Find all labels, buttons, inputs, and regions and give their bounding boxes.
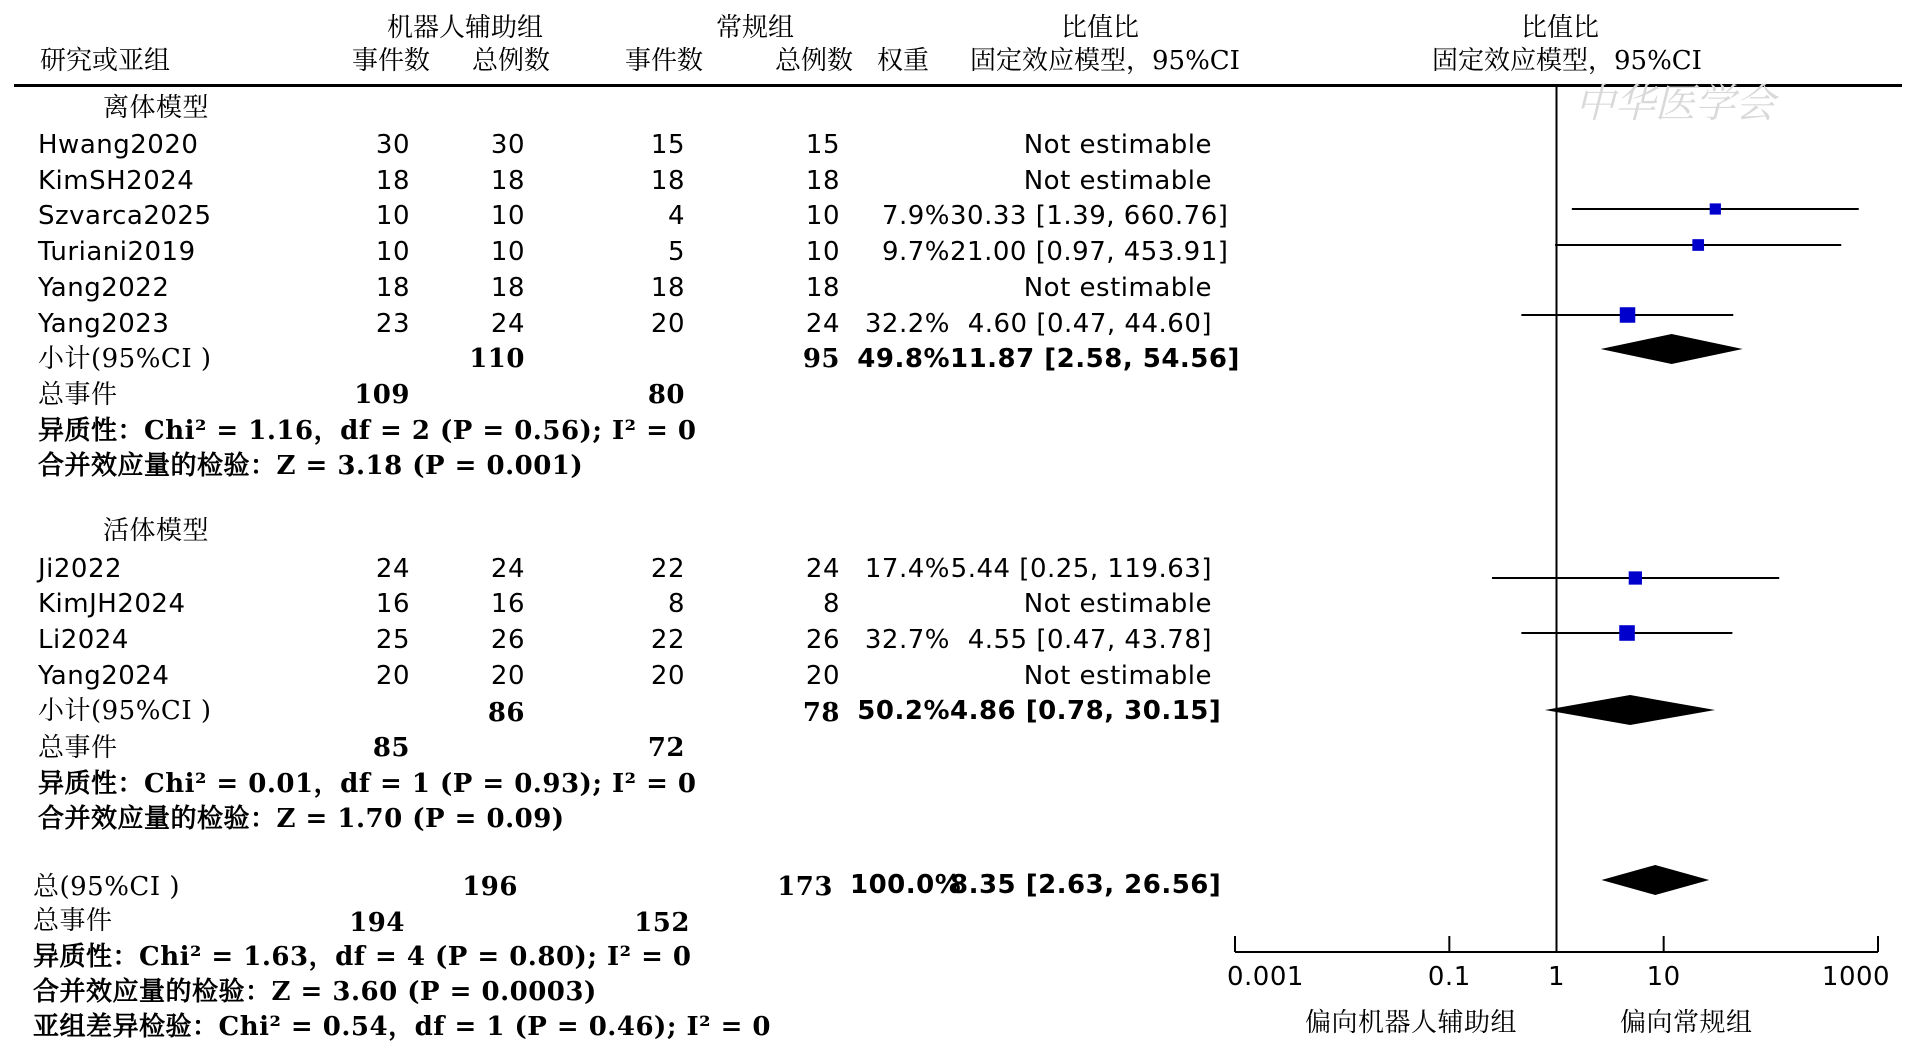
favours-robot-label: 偏向机器人辅助组 <box>1305 1008 1518 1038</box>
overall-label: 总(95%CI ) <box>33 872 181 902</box>
x-tick-label: 10 <box>1646 962 1681 992</box>
conv-events: 22 <box>650 625 685 655</box>
point-estimate <box>1619 625 1635 641</box>
study-name: Turiani2019 <box>38 237 196 267</box>
overall-effect-test: 合并效应量的检验：Z = 1.70 (P = 0.09) <box>38 804 565 834</box>
conv-events: 22 <box>650 554 685 584</box>
robot-total: 18 <box>490 166 525 196</box>
robot-total: 16 <box>490 589 525 619</box>
or-ci: Not estimable <box>1023 130 1212 160</box>
subtotal-conv-total: 95 <box>802 344 840 374</box>
conv-events: 15 <box>650 130 685 160</box>
total-events-robot: 85 <box>372 733 410 763</box>
weight-header: 权重 <box>877 46 930 76</box>
overall-effect-test: 合并效应量的检验：Z = 3.60 (P = 0.0003) <box>33 977 597 1007</box>
robot-total: 18 <box>490 273 525 303</box>
or-model-header: 固定效应模型，95%CI <box>970 46 1240 76</box>
subtotal-weight: 49.8% <box>857 344 950 374</box>
summary-diamond <box>1545 695 1715 725</box>
point-estimate <box>1620 307 1636 323</box>
robot-total: 24 <box>490 309 525 339</box>
conv-total: 10 <box>805 201 840 231</box>
weight: 32.2% <box>864 309 950 339</box>
conv-events: 8 <box>667 589 685 619</box>
total-events-robot: 194 <box>349 908 405 938</box>
conv-total: 15 <box>805 130 840 160</box>
overall-or-ci: 8.35 [2.63, 26.56] <box>950 870 1222 900</box>
total-events-conv: 152 <box>634 908 690 938</box>
total-events-label: 总事件 <box>33 906 113 936</box>
robot-events: 23 <box>375 309 410 339</box>
study-name: Yang2024 <box>38 661 170 691</box>
subtotal-weight: 50.2% <box>857 696 950 726</box>
robot-events: 25 <box>375 625 410 655</box>
overall-weight: 100.0% <box>850 870 962 900</box>
total-events-robot: 109 <box>354 380 410 410</box>
subtotal-or-ci: 4.86 [0.78, 30.15] <box>950 696 1222 726</box>
weight: 32.7% <box>864 625 950 655</box>
conv-total: 18 <box>805 166 840 196</box>
favours-conventional-label: 偏向常规组 <box>1620 1008 1753 1038</box>
or-ci: 4.60 [0.47, 44.60] <box>967 309 1212 339</box>
weight: 7.9% <box>881 201 950 231</box>
weight: 17.4% <box>864 554 950 584</box>
robot-events: 10 <box>375 237 410 267</box>
robot-total: 26 <box>490 625 525 655</box>
or-ci: Not estimable <box>1023 661 1212 691</box>
total-events-label: 总事件 <box>38 380 118 410</box>
summary-diamond <box>1602 865 1710 895</box>
robot-total: 10 <box>490 237 525 267</box>
x-tick-label: 0.1 <box>1427 962 1471 992</box>
robot-events-header: 事件数 <box>352 46 431 76</box>
or-ci: 4.55 [0.47, 43.78] <box>967 625 1212 655</box>
subtotal-or-ci: 11.87 [2.58, 54.56] <box>950 344 1240 374</box>
study-name: Yang2023 <box>38 309 170 339</box>
robot-events: 18 <box>375 273 410 303</box>
conv-events: 4 <box>667 201 685 231</box>
watermark-logo: 中华医学会 <box>1575 81 1775 127</box>
robot-events: 30 <box>375 130 410 160</box>
subtotal-conv-total: 78 <box>802 698 840 728</box>
study-name: Hwang2020 <box>38 130 199 160</box>
or-ci: Not estimable <box>1023 166 1212 196</box>
study-name: Yang2022 <box>38 273 170 303</box>
overall-effect-test: 合并效应量的检验：Z = 3.18 (P = 0.001) <box>38 451 584 481</box>
or-title-header: 比值比 <box>1060 13 1139 43</box>
point-estimate <box>1692 239 1704 251</box>
subtotal-robot-total: 110 <box>469 344 525 374</box>
robot-total: 24 <box>490 554 525 584</box>
study-name: Ji2022 <box>38 554 123 584</box>
point-estimate <box>1710 203 1721 214</box>
point-estimate <box>1629 571 1642 584</box>
conv-total: 26 <box>805 625 840 655</box>
robot-total-header: 总例数 <box>472 46 551 76</box>
robot-events: 16 <box>375 589 410 619</box>
conv-events-header: 事件数 <box>625 46 704 76</box>
study-name: KimSH2024 <box>38 166 195 196</box>
conv-events: 20 <box>650 661 685 691</box>
overall-robot-total: 196 <box>462 872 518 902</box>
x-tick-label: 0.001 <box>1227 962 1304 992</box>
heterogeneity-text: 异质性：Chi² = 1.63，df = 4 (P = 0.80); I² = 0 <box>33 942 692 972</box>
conv-events: 18 <box>650 166 685 196</box>
subgroup-title: 离体模型 <box>103 93 210 123</box>
conv-total: 10 <box>805 237 840 267</box>
heterogeneity-text: 异质性：Chi² = 1.16，df = 2 (P = 0.56); I² = 0 <box>38 416 697 446</box>
weight: 9.7% <box>881 237 950 267</box>
or-ci: 5.44 [0.25, 119.63] <box>950 554 1212 584</box>
conv-events: 18 <box>650 273 685 303</box>
study-name: Szvarca2025 <box>38 201 212 231</box>
conv-total-header: 总例数 <box>775 46 854 76</box>
total-events-conv: 72 <box>647 733 685 763</box>
conv-total: 20 <box>805 661 840 691</box>
x-tick-label: 1 <box>1547 962 1566 992</box>
robot-events: 10 <box>375 201 410 231</box>
study-name: Li2024 <box>38 625 129 655</box>
conv-total: 24 <box>805 554 840 584</box>
conv-total: 8 <box>822 589 840 619</box>
robot-events: 20 <box>375 661 410 691</box>
or-ci: 21.00 [0.97, 453.91] <box>950 237 1229 267</box>
subgroup-title: 活体模型 <box>103 516 210 546</box>
x-tick-label: 1000 <box>1821 962 1891 992</box>
conv-events: 20 <box>650 309 685 339</box>
conv-events: 5 <box>667 237 685 267</box>
total-events-conv: 80 <box>647 380 685 410</box>
study-name: KimJH2024 <box>38 589 186 619</box>
robot-total: 30 <box>490 130 525 160</box>
robot-total: 20 <box>490 661 525 691</box>
subgroup-difference-test: 亚组差异检验：Chi² = 0.54，df = 1 (P = 0.46); I² = 0 <box>33 1012 772 1042</box>
overall-conv-total: 173 <box>777 872 833 902</box>
conv-total: 18 <box>805 273 840 303</box>
subtotal-label: 小计(95%CI ) <box>38 344 212 374</box>
summary-diamond <box>1601 334 1743 364</box>
or-ci: Not estimable <box>1023 589 1212 619</box>
robot-events: 18 <box>375 166 410 196</box>
plot-title-header: 比值比 <box>1520 13 1599 43</box>
robot-group-header: 机器人辅助组 <box>386 13 543 43</box>
or-ci: Not estimable <box>1023 273 1212 303</box>
or-ci: 30.33 [1.39, 660.76] <box>950 201 1229 231</box>
plot-model-header: 固定效应模型，95%CI <box>1432 46 1702 76</box>
conv-group-header: 常规组 <box>715 13 794 43</box>
robot-events: 24 <box>375 554 410 584</box>
subtotal-label: 小计(95%CI ) <box>38 696 212 726</box>
heterogeneity-text: 异质性：Chi² = 0.01，df = 1 (P = 0.93); I² = 0 <box>38 769 697 799</box>
subtotal-robot-total: 86 <box>487 698 525 728</box>
total-events-label: 总事件 <box>38 733 118 763</box>
conv-total: 24 <box>805 309 840 339</box>
robot-total: 10 <box>490 201 525 231</box>
col-study-header: 研究或亚组 <box>40 46 171 76</box>
